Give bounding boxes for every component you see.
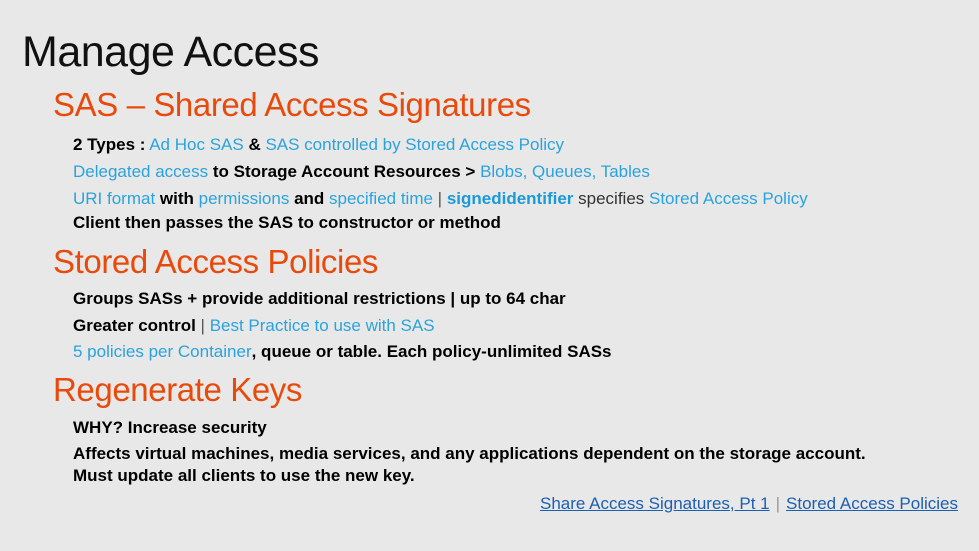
pipe-separator: | xyxy=(432,189,447,208)
types-label: 2 Types : xyxy=(73,135,146,154)
link-separator: | xyxy=(775,494,781,513)
stored-access-policies-link[interactable]: Stored Access Policies xyxy=(786,494,958,513)
sas-client-line xyxy=(73,212,501,234)
blobs-queues-tables: Blobs, Queues, Tables xyxy=(480,162,650,181)
uri-format: URI format xyxy=(73,189,156,208)
queue-or-table: , queue or table. Each policy-unlimited SASs xyxy=(251,342,612,361)
signedidentifier: signedidentifier xyxy=(446,189,574,208)
stored-access-policy: Stored Access Policy xyxy=(649,189,808,208)
sas-types-line xyxy=(73,134,564,156)
delegated-access: Delegated access xyxy=(73,162,209,181)
ampersand: & xyxy=(248,135,261,154)
policies-per-container: 5 policies per Container xyxy=(73,342,252,361)
storage-resources: to Storage Account Resources > xyxy=(208,162,481,181)
sas-delegated-line xyxy=(73,161,650,183)
pipe-separator: | xyxy=(195,316,210,335)
specifies-word: specifies xyxy=(573,189,649,208)
sap-control-line xyxy=(73,315,435,337)
sas-controlled: SAS controlled by Stored Access Policy xyxy=(260,135,565,154)
groups-sass: Groups SASs + provide additional restrictions | up to 64 char xyxy=(73,289,566,308)
specified-time: specified time xyxy=(329,189,433,208)
sas-heading: SAS – Shared Access Signatures xyxy=(53,86,531,123)
sap-policies-line xyxy=(73,341,612,363)
keys-why-line xyxy=(73,417,267,439)
keys-update-line xyxy=(73,465,415,487)
page-title: Manage Access xyxy=(22,28,320,76)
client-passes-sas: Client then passes the SAS to constructor or method xyxy=(73,213,501,232)
keys-affects-line xyxy=(73,443,866,465)
why-increase-security: WHY? Increase security xyxy=(73,418,267,437)
greater-control: Greater control xyxy=(73,316,196,335)
must-update-clients: Must update all clients to use the new key. xyxy=(73,466,415,485)
with-word: with xyxy=(155,189,199,208)
share-access-signatures-link[interactable]: Share Access Signatures, Pt 1 xyxy=(539,494,770,513)
sas-uri-line xyxy=(73,188,808,210)
best-practice: Best Practice to use with SAS xyxy=(209,316,435,335)
footer-links xyxy=(540,494,958,514)
permissions: permissions xyxy=(198,189,290,208)
ad-hoc-sas: Ad Hoc SAS xyxy=(145,135,249,154)
sap-heading: Stored Access Policies xyxy=(53,243,379,280)
keys-heading: Regenerate Keys xyxy=(53,371,302,408)
and-word: and xyxy=(289,189,330,208)
affects-vms: Affects virtual machines, media services, and any applications dependent on the storage account. xyxy=(73,444,866,463)
sap-groups-line xyxy=(73,288,566,310)
